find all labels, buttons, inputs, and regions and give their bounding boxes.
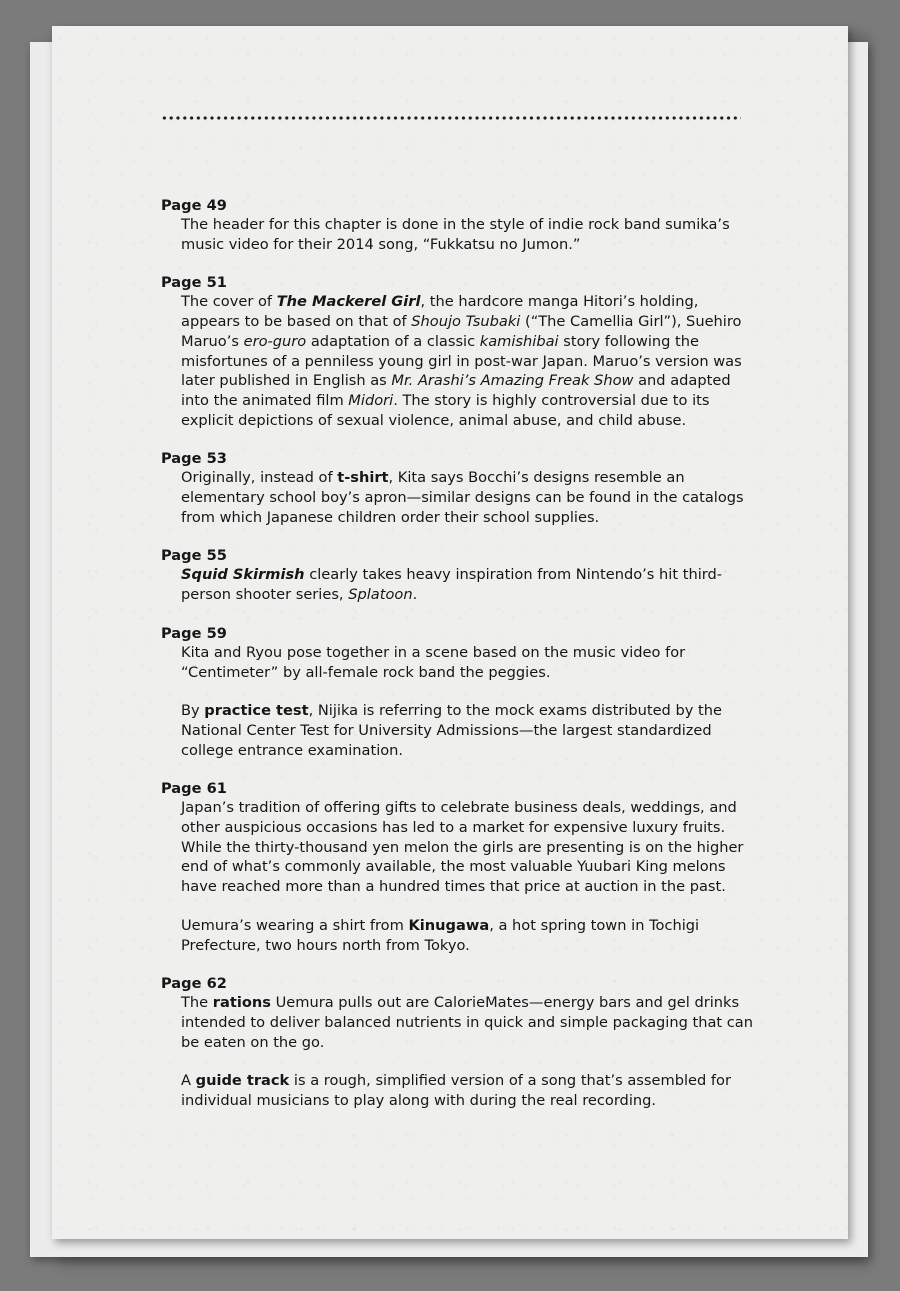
note-text: adaptation of a classic	[306, 332, 480, 350]
note-text: Originally, instead of	[181, 469, 338, 487]
note-text: Uemura’s wearing a shirt from	[181, 916, 409, 934]
emphasized-term: practice test	[204, 702, 309, 720]
emphasized-term: Mr. Arashi’s Amazing Freak Show	[391, 372, 634, 390]
emphasized-term: kamishibai	[479, 332, 559, 350]
emphasized-term: rations	[212, 994, 271, 1012]
note-entry	[161, 624, 761, 761]
emphasized-term: Midori	[348, 391, 394, 409]
page-number-heading: Page 61	[161, 780, 227, 798]
page-number-heading: Page 59	[161, 624, 227, 642]
emphasized-term: guide track	[195, 1072, 290, 1090]
note-text: Japan’s tradition of offering gifts to celebrate business deals, weddings, and other auspicious occasions has led to a market for expensive luxury fruits. While the thirty-thousand yen melon the girls are presenting is on the higher end of what’s commonly available, the most valuable Yuubari King melons have reached more than a hundred times that price at auction in the past.	[181, 799, 744, 896]
note-text: . The story is highly controversial due to its explicit depictions of sexual violence, animal abuse, and child abuse.	[181, 391, 710, 429]
note-text: By	[181, 702, 205, 720]
note-paragraph	[181, 701, 761, 760]
note-text: , a hot spring town in Tochigi Prefecture, two hours north from Tokyo.	[181, 916, 700, 954]
page-number-heading: Page 55	[161, 547, 227, 565]
note-text: The cover of	[181, 293, 277, 311]
note-text: Uemura pulls out are CalorieMates—energy bars and gel drinks intended to deliver balanced nutrients in quick and simple packaging that can be eaten on the go.	[181, 994, 753, 1051]
page-number-heading: Page 62	[161, 975, 227, 993]
note-paragraph	[181, 468, 761, 527]
document-page	[52, 26, 848, 1239]
emphasized-term: The Mackerel Girl	[276, 293, 421, 311]
note-text: A	[181, 1072, 196, 1090]
note-text: clearly takes heavy inspiration from Nintendo’s hit third-person shooter series,	[181, 566, 723, 604]
note-paragraph	[181, 993, 761, 1052]
note-paragraph	[181, 643, 761, 682]
emphasized-term: t-shirt	[337, 469, 389, 487]
note-text: is a rough, simplified version of a song that’s assembled for individual musicians to play along with during the real recording.	[181, 1072, 731, 1110]
note-entry	[161, 196, 761, 254]
emphasized-term: Kinugawa	[408, 916, 490, 934]
note-text: story following the misfortunes of a penniless young girl in post-war Japan. Maruo’s version was later published in English as	[181, 332, 742, 390]
note-entry	[161, 546, 761, 604]
note-entry	[161, 779, 761, 955]
emphasized-term: ero-guro	[243, 332, 307, 350]
note-paragraph	[181, 798, 761, 897]
note-paragraph	[181, 916, 761, 955]
note-text: The	[181, 994, 213, 1012]
note-paragraph	[181, 292, 761, 430]
note-entry	[161, 449, 761, 527]
emphasized-term: Shoujo Tsubaki	[411, 313, 521, 331]
note-paragraph	[181, 215, 761, 254]
translation-notes	[161, 196, 761, 1130]
emphasized-term: Squid Skirmish	[181, 566, 305, 584]
note-paragraph	[181, 565, 761, 604]
note-text: (“The Camellia Girl”), Suehiro Maruo’s	[181, 313, 742, 350]
note-text: , Kita says Bocchi’s designs resemble an elementary school boy’s apron—similar designs can be found in the catalogs from which Japanese children order their school supplies.	[181, 469, 744, 526]
note-text: and adapted into the animated film	[181, 372, 731, 409]
note-text: .	[412, 586, 418, 604]
note-entry	[161, 273, 761, 430]
note-text: , Nijika is referring to the mock exams distributed by the National Center Test for University Admissions—the largest standardized college entrance examination.	[181, 702, 722, 759]
note-entry	[161, 974, 761, 1111]
page-number-heading: Page 49	[161, 197, 227, 214]
note-paragraph	[181, 1071, 761, 1110]
emphasized-term: Splatoon	[348, 586, 413, 604]
page-number-heading: Page 51	[161, 274, 227, 292]
page-number-heading: Page 53	[161, 450, 227, 468]
note-text: The header for this chapter is done in the style of indie rock band sumika’s music video for their 2014 song, “Fukkatsu no Jumon.”	[181, 216, 730, 253]
note-text: , the hardcore manga Hitori’s holding, appears to be based on that of	[181, 293, 699, 331]
dotted-divider	[161, 116, 741, 120]
note-text: Kita and Ryou pose together in a scene based on the music video for “Centimeter” by all-female rock band the peggies.	[181, 643, 686, 681]
